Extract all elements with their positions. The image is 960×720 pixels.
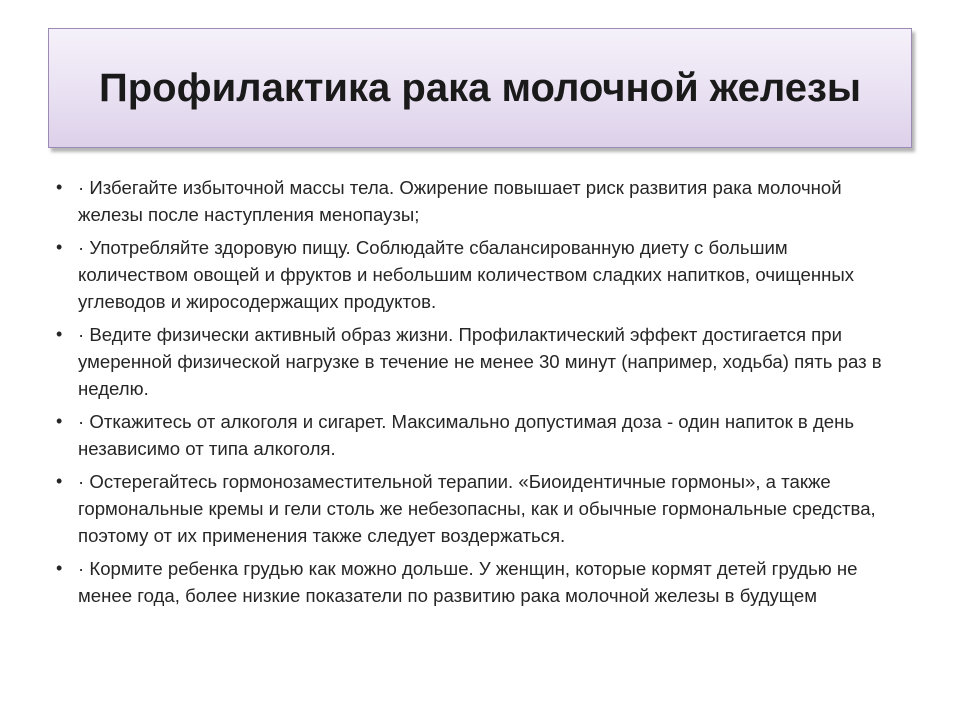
bullet-dot: • [56,324,63,344]
bullet-item-hormones [52,468,902,549]
bullet-text: · Избегайте избыточной массы тела. Ожирение повышает риск развития рака молочной железы после наступления менопаузы; [78,177,842,225]
bullet-item-diet [52,234,902,315]
bullet-item-alcohol [52,408,902,462]
slide-title: Профилактика рака молочной железы [98,65,862,110]
bullet-text: · Откажитесь от алкоголя и сигарет. Максимально допустимая доза - один напиток в день независимо от типа алкоголя. [78,411,855,459]
bullet-text: · Употребляйте здоровую пищу. Соблюдайте сбалансированную диету с большим количеством овощей и фруктов и небольшим количеством сладких напитков, очищенных углеводов и жиросодержащих продуктов. [78,237,855,312]
bullet-text: · Остерегайтесь гормонозаместительной терапии. «Биоидентичные гормоны», а также гормональные кремы и гели столь же небезопасны, как и обычные гормональные средства, поэтому от их применения также следует воздержаться. [78,471,876,546]
bullet-text: · Кормите ребенка грудью как можно дольше. У женщин, которые кормят детей грудью не менее года, более низкие показатели по развитию рака молочной железы в будущем [78,558,858,606]
bullet-dot: • [56,411,63,431]
bullet-text: · Ведите физически активный образ жизни. Профилактический эффект достигается при умеренной физической нагрузке в течение не менее 30 минут (например, ходьба) пять раз в неделю. [78,324,882,399]
bullet-dot: • [56,177,63,197]
bullet-item-breastfeeding [52,555,902,609]
bullet-list [52,174,902,615]
bullet-dot: • [56,237,63,257]
bullet-dot: • [56,471,63,491]
bullet-dot: • [56,558,63,578]
bullet-item-weight [52,174,902,228]
title-banner [48,28,912,148]
bullet-item-activity [52,321,902,402]
